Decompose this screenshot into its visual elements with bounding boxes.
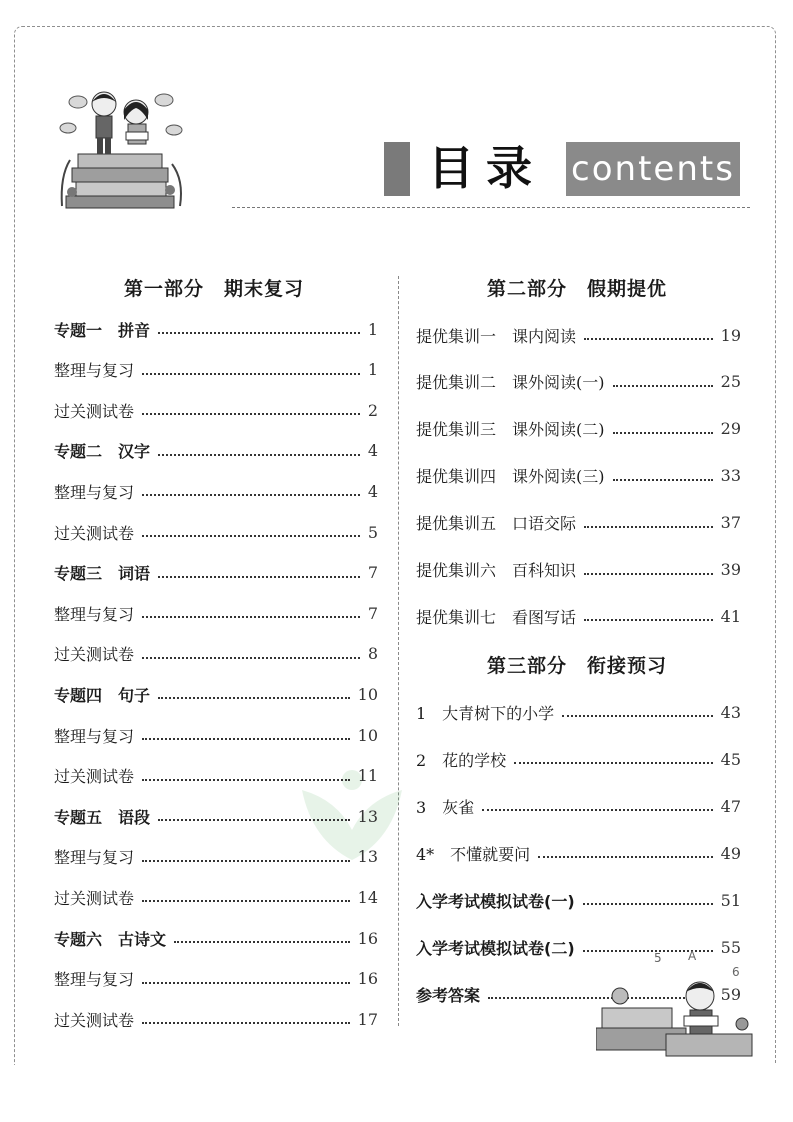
toc-entry: [416, 367, 741, 397]
toc-entry: [54, 314, 378, 344]
toc-entry-label: 专题二 汉字: [54, 442, 151, 462]
toc-entry: [54, 964, 378, 994]
toc-entry: [416, 791, 741, 821]
toc-entry-label: 3 灰雀: [416, 797, 475, 817]
toc-entry-page-number: 1: [367, 319, 378, 339]
dot-leader: [482, 809, 712, 811]
dot-leader: [142, 779, 350, 781]
toc-entry: [54, 436, 378, 466]
toc-entry: [54, 639, 378, 669]
toc-entry-label: 2 花的学校: [416, 750, 507, 770]
toc-entry-page-number: 7: [367, 563, 378, 583]
toc-entry-page-number: 10: [357, 684, 378, 704]
toc-entry-page-number: 49: [720, 843, 741, 863]
toc-entry: [54, 801, 378, 831]
dot-leader: [142, 1022, 350, 1024]
dot-leader: [142, 860, 350, 862]
toc-entry-page-number: 55: [720, 937, 741, 957]
page-subtitle-contents: contents: [566, 142, 740, 196]
toc-entry-page-number: 59: [720, 984, 741, 1004]
toc-entry: [54, 720, 378, 750]
toc-entry-page-number: 4: [367, 441, 378, 461]
dot-leader: [514, 762, 712, 764]
toc-entry-label: 过关测试卷: [54, 523, 135, 543]
dot-leader: [142, 738, 350, 740]
dot-leader: [142, 657, 360, 659]
toc-entry-label: 1 大青树下的小学: [416, 703, 555, 723]
children-on-books-illustration: [56, 80, 188, 212]
toc-entry-page-number: 45: [720, 749, 741, 769]
toc-entry: [54, 882, 378, 912]
toc-entry-page-number: 5: [367, 522, 378, 542]
toc-entry: [416, 838, 741, 868]
toc-entry-page-number: 17: [357, 1009, 378, 1029]
dot-leader: [142, 982, 350, 984]
toc-entry-page-number: 33: [720, 466, 741, 486]
svg-text:5: 5: [654, 951, 662, 965]
dot-leader: [142, 373, 360, 375]
toc-entry-label: 入学考试模拟试卷(二): [416, 938, 575, 958]
dot-leader: [583, 903, 713, 905]
toc-entry-label: 提优集训六 百科知识: [416, 561, 577, 580]
toc-entry: [54, 395, 378, 425]
dot-leader: [613, 385, 713, 387]
toc-entry-page-number: 4: [367, 481, 378, 501]
toc-entry-page-number: 13: [357, 806, 378, 826]
toc-entry: [416, 744, 741, 774]
svg-text:6: 6: [732, 965, 740, 979]
toc-entry-page-number: 39: [720, 560, 741, 579]
toc-entry-label: 提优集训二 课外阅读(一): [416, 373, 605, 393]
toc-entry: [416, 508, 741, 538]
toc-entry-page-number: 19: [720, 325, 741, 345]
toc-entry-page-number: 8: [367, 644, 378, 664]
dot-leader: [584, 526, 713, 528]
toc-entry: [54, 842, 378, 872]
child-reading-on-books-illustration: [596, 946, 756, 1064]
toc-entry-page-number: 7: [367, 603, 378, 623]
toc-entry: [54, 761, 378, 791]
toc-entry: [54, 517, 378, 547]
toc-entry: [416, 697, 741, 727]
page-bottom-margin: [0, 1065, 793, 1122]
toc-entry-page-number: 16: [357, 969, 378, 989]
toc-entry-page-number: 16: [357, 928, 378, 948]
toc-entry-page-number: 25: [720, 372, 741, 392]
dot-leader: [142, 494, 360, 496]
dot-leader: [142, 616, 360, 618]
dot-leader: [613, 479, 713, 481]
toc-entry-label: 过关测试卷: [54, 888, 135, 908]
toc-entry: [416, 461, 741, 491]
toc-entry: [54, 679, 378, 709]
toc-entry-page-number: 14: [357, 887, 378, 907]
toc-entry-label: 参考答案: [416, 985, 481, 1005]
toc-entry-label: 专题四 句子: [54, 685, 151, 705]
dot-leader: [538, 856, 712, 858]
section-title-part3: 第三部分 衔接预习: [486, 655, 667, 677]
toc-entry: [416, 414, 741, 444]
toc-entry: [416, 555, 741, 585]
section-title-part2: 第二部分 假期提优: [486, 278, 667, 300]
dot-leader: [158, 697, 350, 699]
dot-leader: [584, 573, 713, 575]
toc-entry-label: 过关测试卷: [54, 401, 135, 421]
toc-entry-page-number: 10: [357, 725, 378, 745]
toc-entry-label: 整理与复习: [54, 604, 135, 624]
page-title: 目录: [428, 141, 544, 195]
toc-entry-label: 整理与复习: [54, 970, 135, 990]
dot-leader: [562, 715, 712, 717]
dot-leader: [158, 819, 350, 821]
dot-leader: [584, 619, 713, 621]
toc-entry-label: 提优集训四 课外阅读(三): [416, 467, 605, 487]
dot-leader: [142, 900, 350, 902]
toc-entry-page-number: 29: [720, 419, 741, 439]
toc-entry-page-number: 43: [720, 702, 741, 722]
dot-leader: [142, 535, 360, 537]
toc-entry: [54, 558, 378, 588]
dot-leader: [158, 454, 360, 456]
toc-entry-label: 专题三 词语: [54, 564, 151, 584]
title-accent-bar: [384, 142, 410, 196]
toc-entry-page-number: 13: [357, 847, 378, 867]
toc-entry-page-number: 47: [720, 796, 741, 816]
toc-entry: [54, 476, 378, 506]
section-title-part1: 第一部分 期末复习: [123, 278, 304, 300]
toc-entry-label: 专题六 古诗文: [54, 929, 167, 949]
svg-text:A: A: [688, 949, 697, 963]
dot-leader: [142, 413, 360, 415]
toc-entry-label: 入学考试模拟试卷(一): [416, 891, 575, 911]
toc-entry-label: 过关测试卷: [54, 767, 135, 787]
toc-entry-label: 整理与复习: [54, 482, 135, 502]
toc-entry-label: 过关测试卷: [54, 1010, 135, 1030]
toc-entry-page-number: 37: [720, 513, 741, 533]
toc-entry-label: 专题一 拼音: [54, 320, 151, 340]
toc-entry-label: 过关测试卷: [54, 645, 135, 665]
dot-leader: [613, 432, 713, 434]
dot-leader: [158, 576, 360, 578]
toc-entry-label: 提优集训七 看图写话: [416, 607, 577, 627]
toc-entry-label: 整理与复习: [54, 848, 135, 868]
toc-entry: [54, 1004, 378, 1034]
dot-leader: [584, 338, 713, 340]
header-divider: [232, 207, 750, 208]
toc-entry: [416, 601, 741, 631]
toc-entry-label: 提优集训三 课外阅读(二): [416, 420, 605, 440]
toc-entry-label: 专题五 语段: [54, 807, 151, 827]
toc-entry-page-number: 2: [367, 400, 378, 420]
toc-entry-label: 4* 不懂就要问: [416, 844, 531, 864]
toc-entry-page-number: 1: [367, 360, 378, 380]
toc-entry: [54, 355, 378, 385]
toc-entry-page-number: 51: [720, 890, 741, 910]
toc-entry-page-number: 11: [357, 766, 378, 786]
toc-entry-label: 提优集训五 口语交际: [416, 514, 577, 534]
toc-entry: [416, 320, 741, 350]
toc-entry-label: 提优集训一 课内阅读: [416, 326, 577, 346]
column-divider: [398, 276, 399, 1026]
dot-leader: [158, 332, 360, 334]
toc-entry: [416, 885, 741, 915]
toc-entry: [54, 923, 378, 953]
toc-entry-page-number: 41: [720, 606, 741, 626]
toc-entry-label: 整理与复习: [54, 726, 135, 746]
dot-leader: [174, 941, 350, 943]
toc-entry: [54, 598, 378, 628]
toc-entry-label: 整理与复习: [54, 361, 135, 381]
